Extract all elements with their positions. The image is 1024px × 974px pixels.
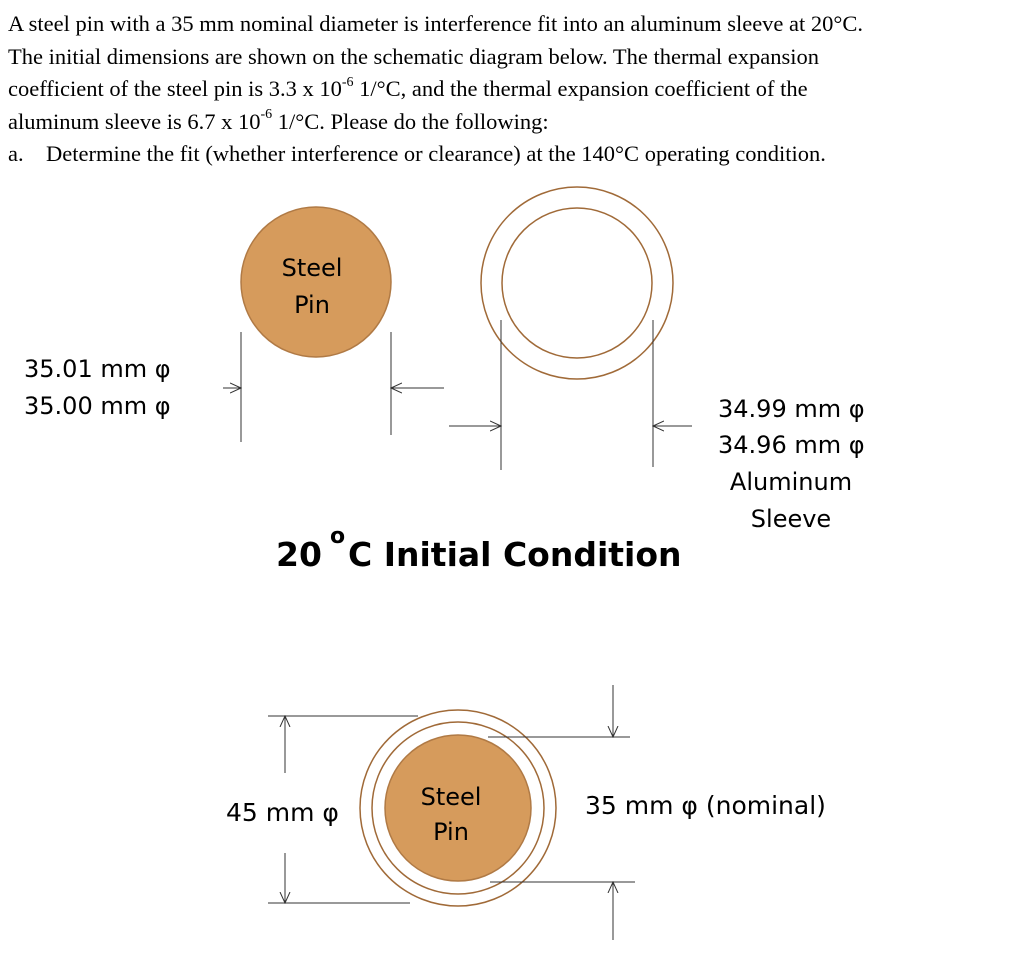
problem-line-3-text-b: 1/°C, and the thermal expansion coefficient of the — [353, 76, 808, 101]
sleeve-dim-min: 34.96 mm φ — [718, 431, 865, 459]
sleeve-inner-circle-initial — [502, 208, 652, 358]
pin-label-steel-assembly: Steel — [420, 783, 482, 811]
sleeve-dim-max: 34.99 mm φ — [718, 395, 865, 423]
assembly-diagram — [226, 685, 826, 940]
steel-pin-circle-initial — [241, 207, 391, 357]
problem-line-3-text-a: coefficient of the steel pin is 3.3 x 10 — [8, 76, 342, 101]
outer-dim-label: 45 mm φ — [226, 798, 339, 827]
pin-label-pin-assembly: Pin — [433, 818, 469, 846]
caption-initial-condition: C Initial Condition — [348, 535, 682, 574]
problem-line-4-text-b: 1/°C. Please do the following: — [272, 108, 549, 134]
problem-line-4-exponent: -6 — [260, 107, 273, 122]
problem-line-4-text-a: aluminum sleeve is 6.7 x 10 — [8, 108, 261, 134]
caption-degree-sign: o — [330, 524, 346, 549]
initial-condition-diagram — [24, 187, 865, 574]
pin-dim-min: 35.00 mm φ — [24, 392, 171, 420]
sleeve-outer-circle-initial — [481, 187, 673, 379]
pin-label-steel-initial: Steel — [281, 254, 343, 282]
item-a-marker: a. — [8, 141, 24, 166]
pin-label-pin-initial: Pin — [294, 291, 330, 319]
sleeve-label-aluminum: Aluminum — [729, 468, 853, 496]
pin-dim-max: 35.01 mm φ — [24, 355, 171, 383]
caption-temperature: 20 — [276, 535, 322, 574]
problem-line-1: A steel pin with a 35 mm nominal diameter is interference fit into an aluminum sleeve at 20°C. — [8, 11, 864, 36]
sleeve-label-sleeve: Sleeve — [750, 505, 832, 533]
problem-line-2: The initial dimensions are shown on the schematic diagram below. The thermal expansion — [8, 43, 820, 69]
inner-dim-label: 35 mm φ (nominal) — [585, 791, 826, 820]
item-a-text: Determine the fit (whether interference or clearance) at the 140°C operating condition. — [46, 141, 826, 166]
problem-line-3-exponent: -6 — [341, 74, 354, 90]
